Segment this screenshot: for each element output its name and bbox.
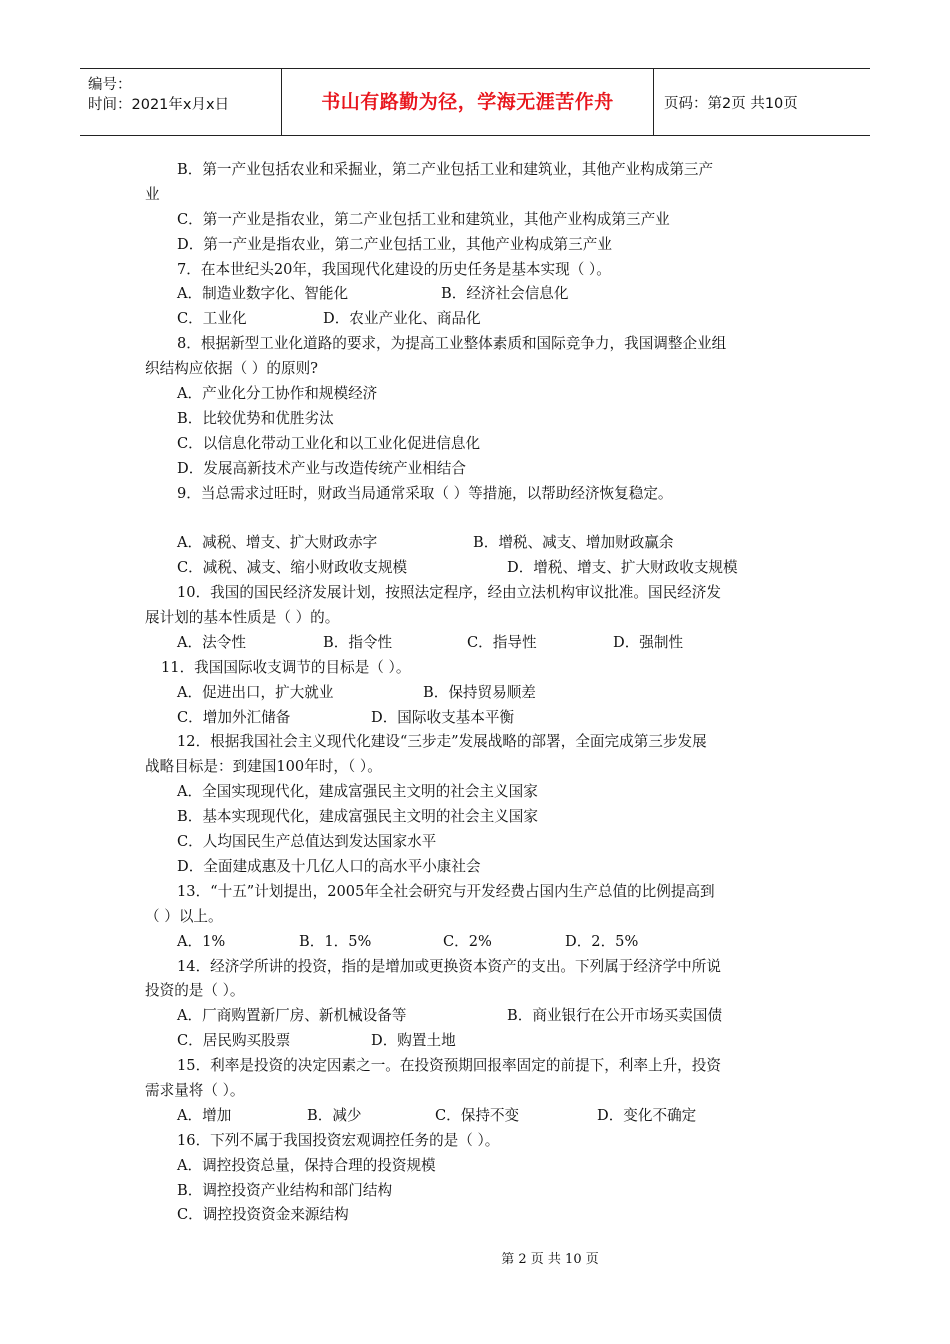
question-10-option-d: D．强制性 — [613, 633, 684, 651]
question-14-line-1: 14．经济学所讲的投资，指的是增加或更换资本资产的支出。下列属于经济学中所说 — [177, 957, 721, 975]
header-motto: 书山有路勤为径，学海无涯苦作舟 — [282, 69, 654, 135]
question-14-option-a: A．厂商购置新厂房、新机械设备等 — [177, 1007, 407, 1025]
question-9-option-a: A．减税、增支、扩大财政赤字 — [177, 534, 378, 552]
question-14-line-2: 投资的是（ ）。 — [145, 982, 245, 1000]
question-13-line-1: 13．“十五”计划提出，2005年全社会研究与开发经费占国内生产总值的比例提高到 — [177, 882, 715, 900]
blank-line — [145, 506, 813, 531]
question-13-option-d: D．2．5% — [565, 932, 639, 950]
question-15-option-a: A．增加 — [177, 1106, 232, 1124]
question-8-option-c: C．以信息化带动工业化和以工业化促进信息化 — [177, 434, 481, 452]
question-15-option-b: B．减少 — [307, 1106, 362, 1124]
question-13-option-b: B．1．5% — [299, 932, 372, 950]
document-body — [145, 158, 813, 1228]
question-10-options — [145, 631, 813, 656]
question-11-options-cd — [145, 706, 813, 731]
question-6-option-d: D．第一产业是指农业，第二产业包括工业，其他产业构成第三产业 — [177, 235, 612, 253]
question-13-option-c: C．2% — [443, 932, 492, 950]
question-11-options-ab — [145, 681, 813, 706]
question-6-option-c: C．第一产业是指农业，第二产业包括工业和建筑业，其他产业构成第三产业 — [177, 210, 670, 228]
question-11: 11．我国国际收支调节的目标是（ ）。 — [161, 658, 411, 676]
question-8-line-1: 8．根据新型工业化道路的要求，为提高工业整体素质和国际竞争力，我国调整企业组 — [177, 335, 727, 353]
question-9-options-ab — [145, 531, 813, 556]
question-7-option-c: C．工业化 — [177, 310, 247, 328]
question-14-option-c: C．居民购买股票 — [177, 1032, 291, 1050]
page-header — [80, 68, 870, 136]
question-12-option-c: C．人均国民生产总值达到发达国家水平 — [177, 833, 437, 851]
question-16-option-a: A．调控投资总量，保持合理的投资规模 — [177, 1156, 436, 1174]
question-10-option-a: A．法令性 — [177, 633, 246, 651]
question-15-option-d: D．变化不确定 — [597, 1106, 697, 1124]
question-15-option-c: C．保持不变 — [435, 1106, 520, 1124]
question-9: 9．当总需求过旺时，财政当局通常采取（ ）等措施，以帮助经济恢复稳定。 — [177, 484, 673, 502]
question-13-options — [145, 930, 813, 955]
question-12-line-2: 战略目标是：到建国100年时，（ ）。 — [145, 758, 382, 776]
question-15-line-1: 15．利率是投资的决定因素之一。在投资预期回报率固定的前提下，利率上升，投资 — [177, 1057, 721, 1075]
question-9-options-cd — [145, 556, 813, 581]
question-11-option-c: C．增加外汇储备 — [177, 708, 291, 726]
question-8-option-b: B．比较优势和优胜劣汰 — [177, 409, 334, 427]
question-16: 16．下列不属于我国投资宏观调控任务的是（ ）。 — [177, 1131, 500, 1149]
page-footer: 第 2 页 共 10 页 — [501, 1252, 599, 1267]
number-label: 编号： — [88, 77, 132, 93]
question-7-option-a: A．制造业数字化、智能化 — [177, 285, 349, 303]
question-7-options-cd — [145, 307, 813, 332]
question-9-option-c: C．减税、减支、缩小财政收支规模 — [177, 559, 408, 577]
question-9-option-d: D．增税、增支、扩大财政收支规模 — [507, 559, 738, 577]
question-7-options-ab — [145, 282, 813, 307]
question-14-option-b: B．商业银行在公开市场买卖国债 — [507, 1007, 723, 1025]
question-16-option-c: C．调控投资资金来源结构 — [177, 1206, 349, 1224]
question-11-option-a: A．促进出口，扩大就业 — [177, 683, 334, 701]
question-10-option-c: C．指导性 — [467, 633, 537, 651]
question-14-options-ab — [145, 1004, 813, 1029]
question-10-line-2: 展计划的基本性质是（ ）的。 — [145, 609, 340, 627]
question-10-option-b: B．指令性 — [323, 633, 393, 651]
question-12-option-b: B．基本实现现代化，建成富强民主文明的社会主义国家 — [177, 808, 538, 826]
question-14-option-d: D．购置土地 — [371, 1032, 456, 1050]
question-11-option-b: B．保持贸易顺差 — [423, 683, 536, 701]
time-label: 时间：2021年x月x日 — [88, 97, 230, 113]
question-8-line-2: 织结构应依据（ ）的原则? — [145, 360, 318, 378]
question-14-options-cd — [145, 1029, 813, 1054]
question-6-option-b-line-2: 业 — [145, 185, 160, 203]
header-meta — [80, 69, 282, 135]
question-15-line-2: 需求量将（ ）。 — [145, 1081, 245, 1099]
question-11-option-d: D．国际收支基本平衡 — [371, 708, 515, 726]
header-page-label: 页码：第2页 共10页 — [664, 96, 798, 112]
question-7-option-b: B．经济社会信息化 — [441, 285, 569, 303]
question-7-option-d: D．农业产业化、商品化 — [323, 310, 481, 328]
question-10-line-1: 10．我国的国民经济发展计划，按照法定程序，经由立法机构审议批准。国民经济发 — [177, 584, 721, 602]
question-15-options — [145, 1104, 813, 1129]
question-7: 7．在本世纪头20年，我国现代化建设的历史任务是基本实现（ ）。 — [177, 260, 611, 278]
question-9-option-b: B．增税、减支、增加财政赢余 — [473, 534, 674, 552]
question-8-option-d: D．发展高新技术产业与改造传统产业相结合 — [177, 459, 466, 477]
question-12-line-1: 12．根据我国社会主义现代化建设“三步走”发展战略的部署，全面完成第三步发展 — [177, 733, 707, 751]
question-12-option-a: A．全国实现现代化，建成富强民主文明的社会主义国家 — [177, 783, 538, 801]
question-12-option-d: D．全面建成惠及十几亿人口的高水平小康社会 — [177, 857, 481, 875]
question-8-option-a: A．产业化分工协作和规模经济 — [177, 385, 378, 403]
question-13-line-2: （ ）以上。 — [145, 907, 223, 925]
question-16-option-b: B．调控投资产业结构和部门结构 — [177, 1181, 393, 1199]
question-13-option-a: A．1% — [177, 932, 226, 950]
question-6-option-b-line-1: B．第一产业包括农业和采掘业，第二产业包括工业和建筑业，其他产业构成第三产 — [177, 161, 714, 178]
